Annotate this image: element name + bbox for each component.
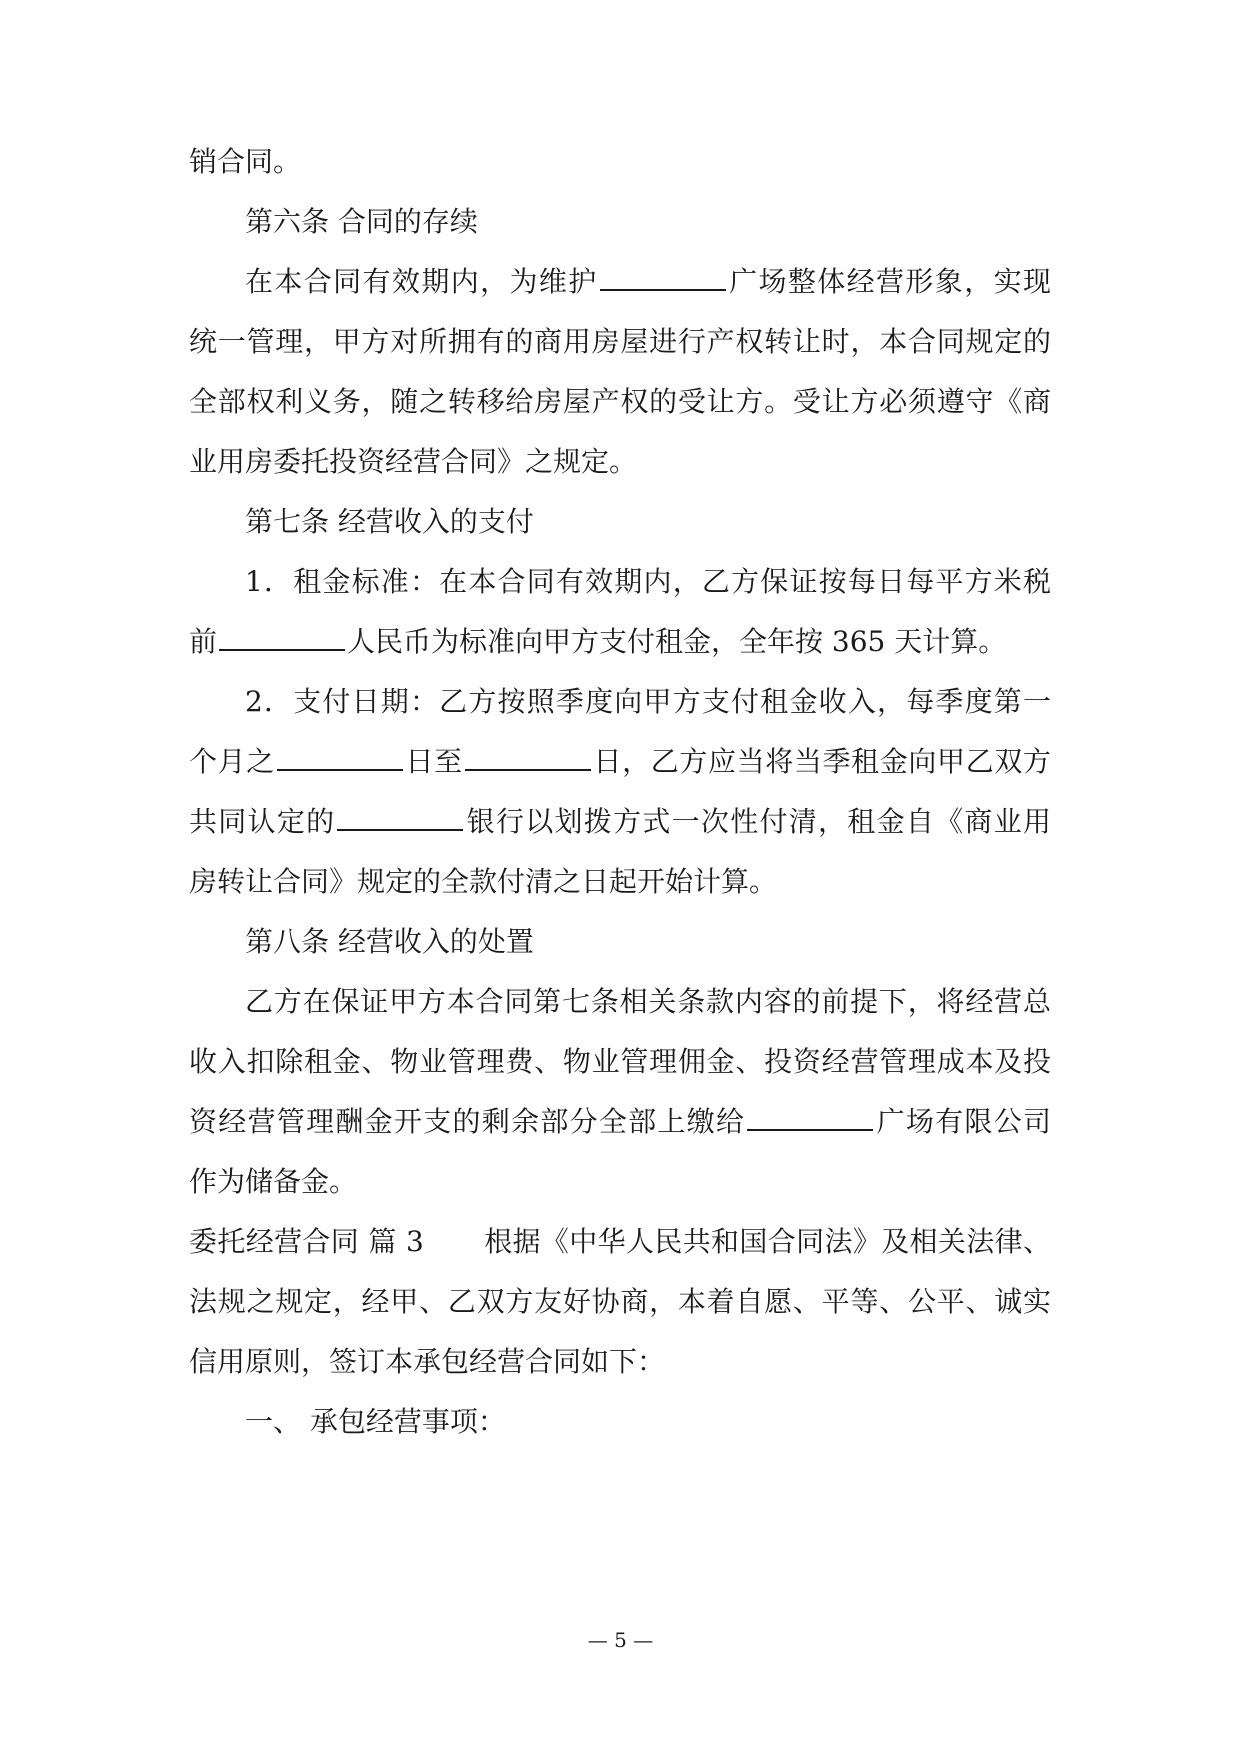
paragraph-line bbox=[189, 1102, 1051, 1142]
paragraph-line bbox=[189, 622, 1051, 662]
fill-in-blank bbox=[219, 623, 345, 651]
article-7-heading: 第七条 经营收入的支付 bbox=[245, 505, 534, 538]
paragraph-line: 作为储备金。 bbox=[189, 1165, 358, 1198]
article-6-heading: 第六条 合同的存续 bbox=[245, 205, 478, 238]
fill-in-blank bbox=[465, 743, 591, 771]
paragraph-line: 1．租金标准：在本合同有效期内，乙方保证按每日每平方米税 bbox=[245, 565, 1051, 598]
text-segment: 日，乙方应当将当季租金向甲乙双方 bbox=[592, 745, 1051, 778]
text-segment: 广场有限公司 bbox=[875, 1105, 1051, 1138]
fill-in-blank bbox=[277, 743, 403, 771]
text-segment: 共同认定的 bbox=[189, 805, 336, 838]
section-title: 委托经营合同 篇 3 bbox=[189, 1225, 424, 1258]
paragraph-line: 房转让合同》规定的全款付清之日起开始计算。 bbox=[189, 865, 778, 898]
section-3-intro-line bbox=[189, 1222, 1051, 1262]
fill-in-blank bbox=[600, 263, 726, 291]
paragraph-line: 法规之规定，经甲、乙双方友好协商，本着自愿、平等、公平、诚实 bbox=[189, 1285, 1051, 1318]
page-number: — 5 — bbox=[587, 1628, 654, 1652]
paragraph-line: 全部权利义务，随之转移给房屋产权的受让方。受让方必须遵守《商 bbox=[189, 385, 1051, 418]
article-8-heading: 第八条 经营收入的处置 bbox=[245, 925, 534, 958]
text-segment: 人民币为标准向甲方支付租金，全年按 365 天计算。 bbox=[347, 625, 1007, 658]
subsection-heading: 一、 承包经营事项： bbox=[245, 1405, 506, 1438]
paragraph-line bbox=[245, 262, 1051, 302]
paragraph-line: 业用房委托投资经营合同》之规定。 bbox=[189, 445, 638, 478]
paragraph-line bbox=[189, 802, 1051, 842]
text-segment: 在本合同有效期内，为维护 bbox=[245, 265, 598, 298]
text-segment: 广场整体经营形象，实现 bbox=[727, 265, 1051, 298]
paragraph-line: 信用原则，签订本承包经营合同如下： bbox=[189, 1345, 666, 1378]
paragraph-line: 收入扣除租金、物业管理费、物业管理佣金、投资经营管理成本及投 bbox=[189, 1045, 1051, 1078]
text-segment: 资经营管理酬金开支的剩余部分全部上缴给 bbox=[189, 1105, 746, 1138]
text-segment: 个月之 bbox=[189, 745, 275, 778]
fill-in-blank bbox=[747, 1103, 873, 1131]
paragraph-line: 销合同。 bbox=[189, 145, 302, 178]
paragraph-line bbox=[189, 742, 1051, 782]
paragraph-line: 统一管理，甲方对所拥有的商用房屋进行产权转让时，本合同规定的 bbox=[189, 325, 1051, 358]
text-segment: 根据《中华人民共和国合同法》及相关法律、 bbox=[483, 1225, 1051, 1258]
text-segment: 前 bbox=[189, 625, 218, 658]
fill-in-blank bbox=[337, 803, 463, 831]
paragraph-line: 2．支付日期：乙方按照季度向甲方支付租金收入，每季度第一 bbox=[245, 685, 1051, 718]
text-segment: 银行以划拨方式一次性付清，租金自《商业用 bbox=[465, 805, 1051, 838]
paragraph-line: 乙方在保证甲方本合同第七条相关条款内容的前提下，将经营总 bbox=[245, 985, 1051, 1018]
text-segment: 日至 bbox=[404, 745, 463, 778]
